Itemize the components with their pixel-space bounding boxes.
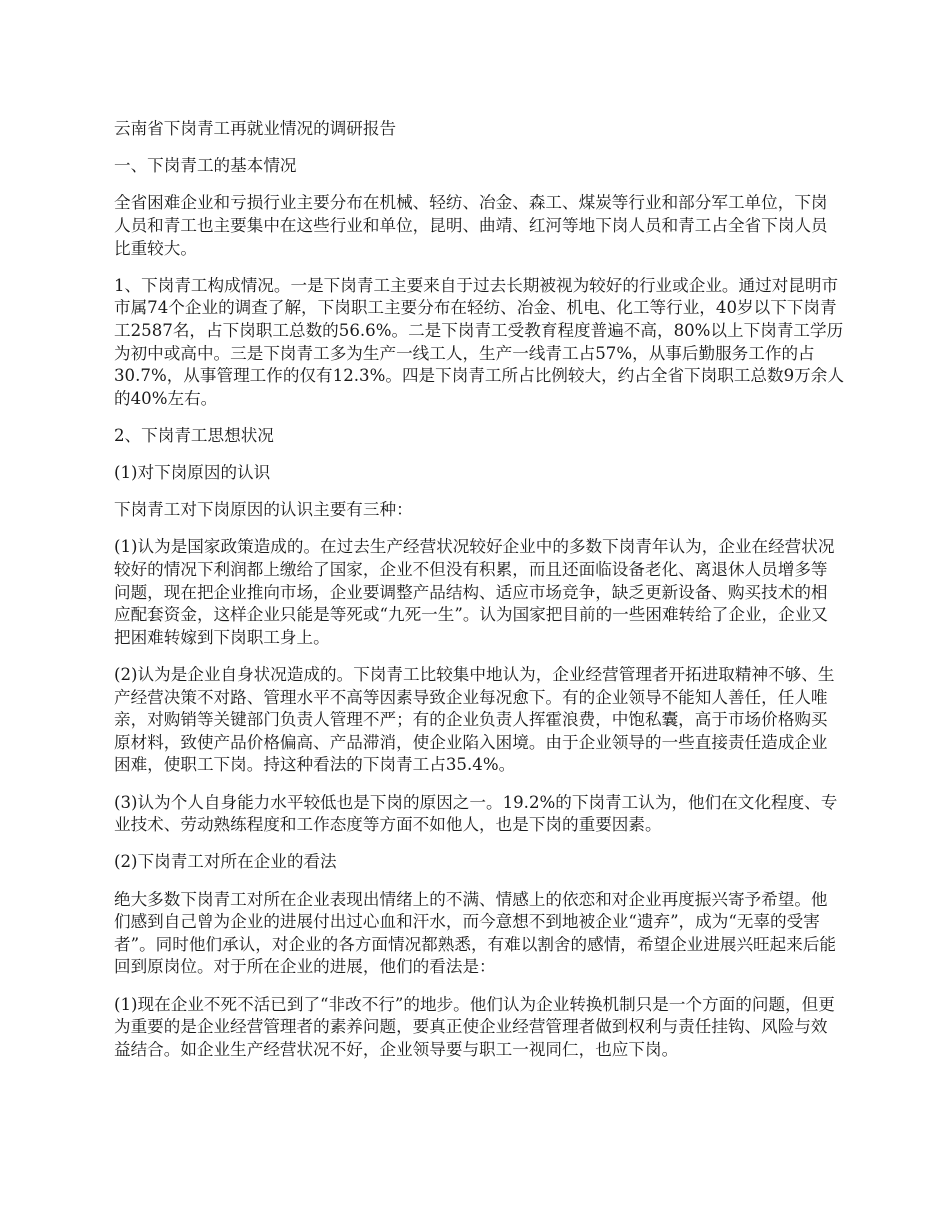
subheading-enterprise-views: (2)下岗青工对所在企业的看法 xyxy=(114,852,337,872)
paragraph-view-enterprise: (2)认为是企业自身状况造成的。下岗青工比较集中地认为，企业经营管理者开拓进取精神不够、生产经营决策不对路、管理水平不高等因素导致企业每况愈下。有的企业领导不能知人善任，任人唯亲，对购销等关键部门负责人管理不严；有的企业负责人挥霍浪费，中饱私囊，高于市场价格购买原材料，致使产品价格偏高、产品滞消，使企业陷入困境。由于企业领导的一些直接责任造成企业困难，使职工下岗。持这种看法的下岗青工占35.4%。 xyxy=(114,665,835,775)
paragraph-view-personal: (3)认为个人自身能力水平较低也是下岗的原因之一。19.2%的下岗青工认为，他们在文化程度、专业技术、劳动熟练程度和工作态度等方面不如他人，也是下岗的重要因素。 xyxy=(114,792,838,835)
paragraph-enterprise-attitude: 绝大多数下岗青工对所在企业表现出情绪上的不满、情感上的依恋和对企业再度振兴寄予希望。他们感到自己曾为企业的进展付出过心血和汗水，而今意想不到地被企业“遗弃”，成为“无辜的受害者”。同时他们承认，对企业的各方面情况都熟悉，有难以割舍的感情，希望企业进展兴旺起来后能回到原岗位。对于所在企业的进展，他们的看法是： xyxy=(114,889,837,977)
document-title: 云南省下岗青工再就业情况的调研报告 xyxy=(114,119,397,138)
paragraph-three-views-intro: 下岗青工对下岗原因的认识主要有三种： xyxy=(114,500,413,520)
subheading-thinking-status: 2、下岗青工思想状况 xyxy=(114,425,274,445)
paragraph-reform-needed: (1)现在企业不死不活已到了“非改不行”的地步。他们认为企业转换机制只是一个方面的问题，但更为重要的是企业经营管理者的素养问题，要真正使企业经营管理者做到权利与责任挂钩、风险与效益结合。如企业生产经营状况不好，企业领导要与职工一视同仁，也应下岗。 xyxy=(114,994,835,1059)
paragraph-composition: 1、下岗青工构成情况。一是下岗青工主要来自于过去长期被视为较好的行业或企业。通过对昆明市市属74个企业的调查了解，下岗职工主要分布在轻纺、冶金、机电、化工等行业，40岁以下下岗青工2587名，占下岗职工总数的56.6%。二是下岗青工受教育程度普遍不高，80%以上下岗青工学历为初中或高中。三是下岗青工多为生产一线工人，生产一线青工占57%，从事后勤服务工作的占30.7%，从事管理工作的仅有12.3%。四是下岗青工所占比例较大，约占全省下岗职工总数9万余人的40%左右。 xyxy=(114,275,844,408)
document-body xyxy=(114,118,844,1076)
subheading-layoff-reasons: (1)对下岗原因的认识 xyxy=(114,463,271,483)
section-heading-basic-situation: 一、下岗青工的基本情况 xyxy=(114,156,297,176)
paragraph-overview: 全省困难企业和亏损行业主要分布在机械、轻纺、冶金、森工、煤炭等行业和部分军工单位，下岗人员和青工也主要集中在这些行业和单位，昆明、曲靖、红河等地下岗人员和青工占全省下岗人员比重较大。 xyxy=(114,193,828,258)
paragraph-view-policy: (1)认为是国家政策造成的。在过去生产经营状况较好企业中的多数下岗青年认为，企业在经营状况较好的情况下利润都上缴给了国家，企业不但没有积累，而且还面临设备老化、离退休人员增多等问题，现在把企业推向市场，企业要调整产品结构、适应市场竞争，缺乏更新设备、购买技术的相应配套资金，这样企业只能是等死或“九死一生”。认为国家把目前的一些困难转给了企业，企业又把困难转嫁到下岗职工身上。 xyxy=(114,537,835,647)
